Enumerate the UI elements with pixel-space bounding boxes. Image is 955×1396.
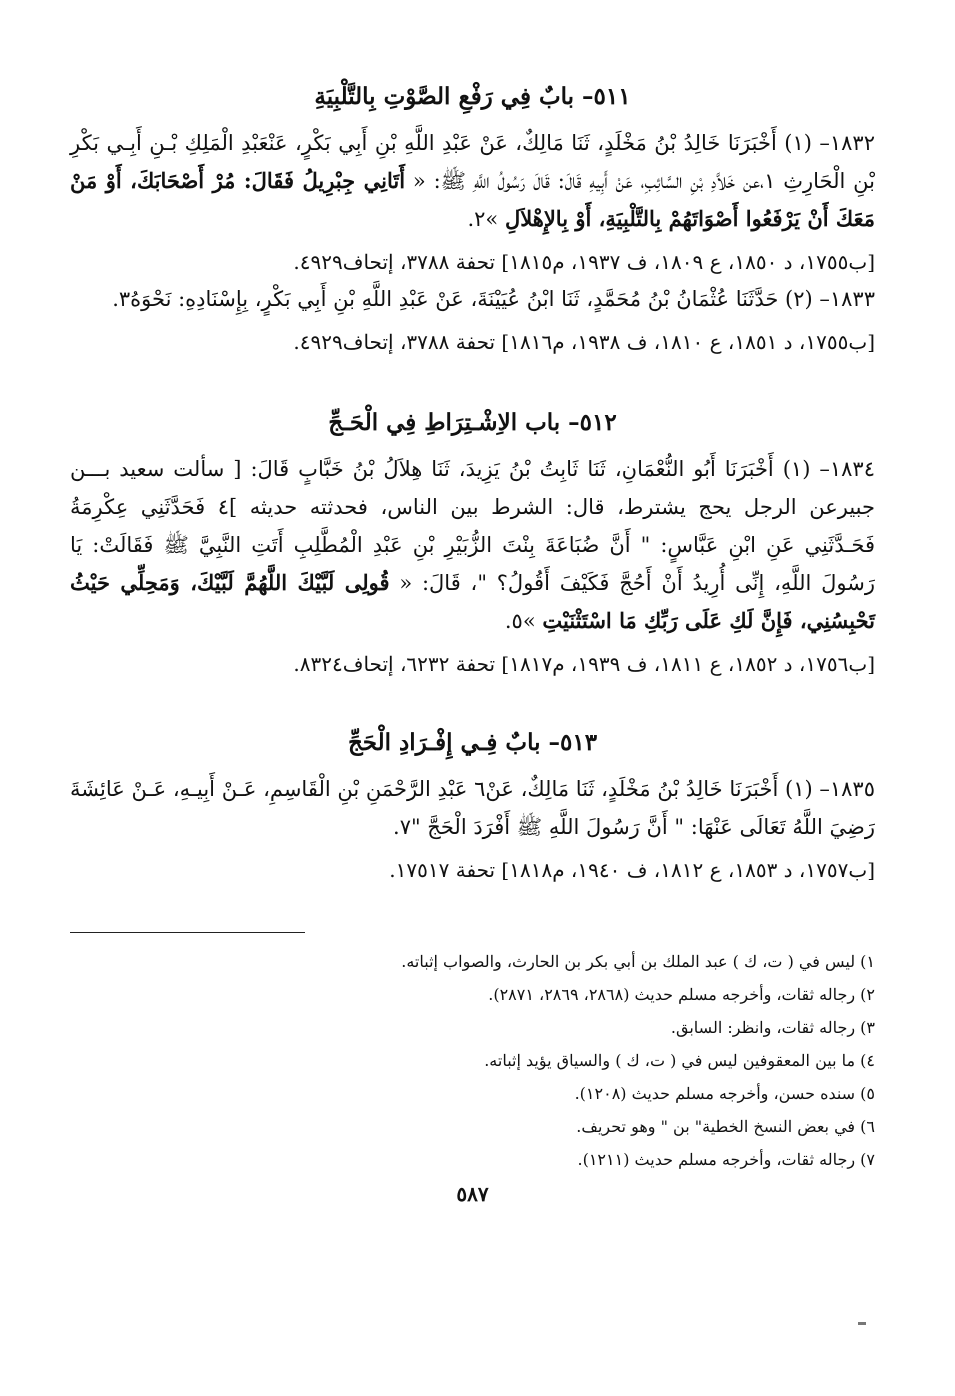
hadith-reference: [ب١٧٥٥، د ١٨٥١، ع ١٨١٠، ف ١٩٣٨، م١٨١٦] تحفة ٣٧٨٨، إتحاف٤٩٢٩.	[293, 330, 875, 354]
hadith-1834	[70, 450, 875, 640]
footnotes	[70, 945, 875, 1176]
hadith-1835	[70, 770, 875, 846]
hadith-1833	[70, 280, 875, 318]
chapter-heading: ٥١٣– بابٌ فِـي إِفْـرَادِ الْحَجِّ	[347, 729, 598, 756]
hadith-isnad: ١٨٣٣– (٢) حَدَّثَنَا عُثْمَانُ بْنُ مُحَمَّدٍ، ثَنَا ابْنُ عُيَيْنَةَ، عَنْ عَبْدِ اللَّهِ بْنِ أَبِي بَكْرٍ، بِإِسْنَادِهِ: نَحْوَهُ٣.	[112, 287, 875, 311]
page	[70, 80, 875, 1206]
footnote-6: ٦) في بعض النسخ الخطية" بن " وهو تحريف.	[576, 1117, 875, 1136]
chapter-513	[70, 726, 875, 888]
hadith-matn: قُولِى لَبَّيْكَ اللَّهُمَّ لَبَّيْكَ، وَمَحِلِّي حَيْثُ تَحْبِسُنِي، فَإِنَّ لَكِ عَلَى رَبِّكِ مَا اسْتَثْنَيْتِ	[70, 570, 875, 633]
hadith-footnote-mark: »٢.	[467, 207, 499, 231]
hadith-matn: أَتَانِي جِبْرِيلُ فَقَالَ: مُرْ أَصْحَابَكَ، أَوْ مَنْ مَعَكَ أَنْ يَرْفَعُوا أَصْوَاتَهُمْ بِالتَّلْبِيَةِ، أَوْ بِالإِهْلاَلِ	[70, 168, 875, 231]
footnote-2: ٢) رجاله ثقات، وأخرجه مسلم حديث (٢٨٦٨، ٢٨٦٩، ٢٨٧١).	[488, 985, 875, 1004]
footnote-7: ٧) رجاله ثقات، وأخرجه مسلم حديث (١٢١١).	[577, 1150, 875, 1169]
hadith-isnad: ١٨٣٤– (١) أَخْبَرَنَا أَبُو النُّعْمَانِ، ثَنَا ثَابِتُ بْنُ يَزِيدَ، ثَنَا هِلاَلُ بْنُ خَبَّابٍ قَالَ: [ سألت سعيد بـــن جبيرعن الرجل يحج يشترط، قال: الشرط بين الناس، فحدثته حديثه ]٤ فَحَدَّثَنِي عِكْرِمَةُ فَحَـدَّثَنِي عَنِ ابْنِ عَبَّاسٍ: " أَنَّ ضُبَاعَةَ بِنْتَ الزُّبَيْرِ بْنِ عَبْدِ الْمُطَّلِبِ أَتَتِ النَّبِيَّ ﷺ فَقَالَتْ: يَا رَسُولَ اللَّهِ، إِنِّى أُرِيدُ أَنْ أَحُجَّ فَكَيْفَ أَقُولُ؟ "، قَالَ: «	[70, 457, 875, 595]
hadith-isnad: ١٨٣٥– (١) أَخْبَرَنَا خَالِدُ بْنُ مَخْلَدٍ، ثَنَا مَالِكٌ، عَنْ٦ عَبْدِ الرَّحْمَنِ بْنِ الْقَاسِمِ، عَـنْ أَبِيـهِ، عَـنْ عَائِشَةَ رَضِيَ اللَّهُ تَعَالَى عَنْهَا: " أَنَّ رَسُولَ اللَّهِ ﷺ أَفْرَدَ الْحَجَّ "٧.	[70, 777, 875, 839]
footnote-4: ٤) ما بين المعقوفين ليس في ( ت، ك ) والسياق يؤيد إثباته.	[484, 1051, 875, 1070]
hadith-footnote-mark: »٥.	[504, 609, 536, 633]
chapter-heading: ٥١٢– باب الاِشْـتِرَاطِ فِي الْحَـجِّ	[328, 409, 617, 436]
hadith-reference: [ب١٧٥٧، د ١٨٥٣، ع ١٨١٢، ف ١٩٤٠، م١٨١٨] تحفة ١٧٥١٧.	[389, 858, 875, 882]
scan-speck	[858, 1322, 866, 1325]
footnote-1: ١) ليس في ( ت، ك ) عبد الملك بن أبي بكر بن الحارث، والصواب إثباته.	[401, 952, 875, 971]
footnote-5: ٥) سنده حسن، وأخرجه مسلم حديث (١٢٠٨).	[574, 1084, 875, 1103]
hadith-1832	[70, 124, 875, 238]
chapter-512	[70, 406, 875, 682]
footnote-3: ٣) رجاله ثقات، وانظر: السابق.	[670, 1018, 875, 1037]
hadith-reference: [ب١٧٥٥، د ١٨٥٠، ع ١٨٠٩، ف ١٩٣٧، م١٨١٥] تحفة ٣٧٨٨، إتحاف٤٩٢٩.	[293, 250, 875, 274]
page-number: ٥٨٧	[456, 1182, 489, 1206]
chapter-511	[70, 80, 875, 360]
chapter-heading: ٥١١– بابٌ فِي رَفْعِ الصَّوْتِ بِالتَّلْبِيَةِ	[314, 83, 631, 110]
hadith-reference: [ب١٧٥٦، د ١٨٥٢، ع ١٨١١، ف ١٩٣٩، م١٨١٧] تحفة ٦٢٣٢، إتحاف٨٣٢٤.	[293, 652, 875, 676]
footnote-divider	[70, 932, 305, 933]
hadith-isnad: ١٨٣٢– (١) أَخْبَرَنَا خَالِدُ بْنُ مَخْلَدٍ، ثَنَا مَالِكٌ، عَنْ عَبْدِ اللَّهِ بْنِ أَبِي بَكْرٍ، عَنْعَبْدِ الْمَلِكِ بْـنِ أَبِـي بَكْرِ بْنِ الْحَارِثِ ١،عن خَلاَّدِ بْنِ السَّائِبِ، عَنْ أَبِيهِ قَالَ: قَالَ رَسُولُ اللَّهِ ﷺ: «	[70, 131, 875, 193]
